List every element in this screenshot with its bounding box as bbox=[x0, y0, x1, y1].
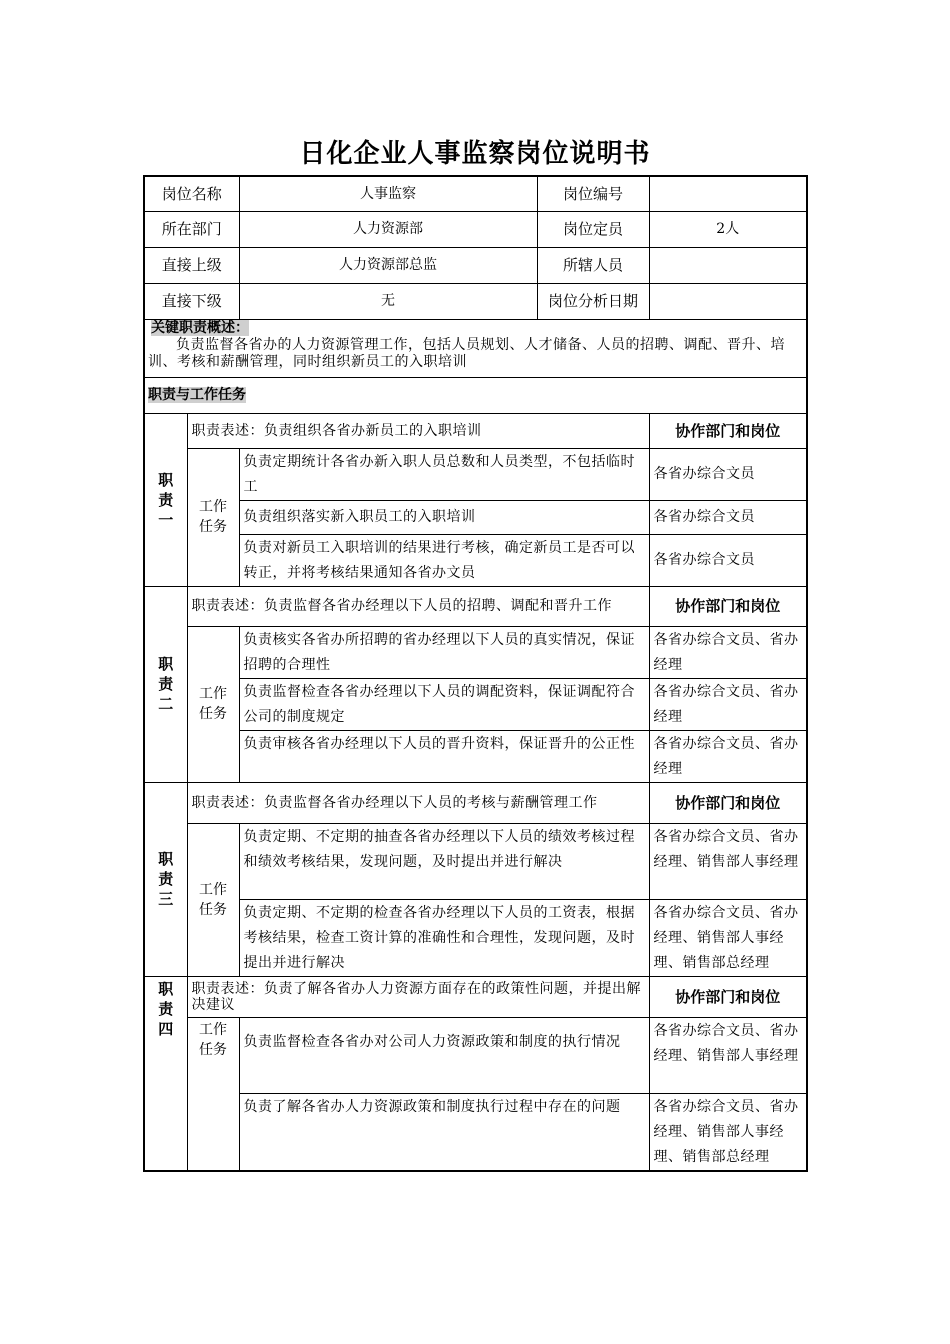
duty-3-dept-1: 各省办综合文员、省办经理、销售部人事经理 bbox=[649, 823, 807, 899]
duty-4-task-row bbox=[144, 1017, 807, 1093]
duty-1-work-label: 工作 任务 bbox=[187, 448, 239, 586]
duty-2-dept-1: 各省办综合文员、省办经理 bbox=[649, 626, 807, 678]
duty-2-work-label: 工作 任务 bbox=[187, 626, 239, 782]
duty-4-coop-header: 协作部门和岗位 bbox=[649, 976, 807, 1017]
duty-3-dept-2: 各省办综合文员、省办经理、销售部人事经理、销售部总经理 bbox=[649, 899, 807, 976]
duty-4-task-2: 负责了解各省办人力资源政策和制度执行过程中存在的问题 bbox=[239, 1093, 649, 1171]
duty-4-dept-2: 各省办综合文员、省办经理、销售部人事经理、销售部总经理 bbox=[649, 1093, 807, 1171]
duty-4-name: 职 责 四 bbox=[144, 976, 187, 1171]
summary-cell bbox=[144, 319, 807, 377]
duty-1-task-2: 负责组织落实新入职员工的入职培训 bbox=[239, 500, 649, 534]
duty-4-task-row bbox=[144, 1093, 807, 1171]
duty-2-task-row bbox=[144, 626, 807, 678]
duty-2-task-2: 负责监督检查各省办经理以下人员的调配资料，保证调配符合公司的制度规定 bbox=[239, 678, 649, 730]
dept-value: 人力资源部 bbox=[239, 211, 537, 247]
direct-sub-value: 无 bbox=[239, 283, 537, 319]
duty-1-task-1: 负责定期统计各省办新入职人员总数和人员类型，不包括临时工 bbox=[239, 448, 649, 500]
headcount-value: 2人 bbox=[649, 211, 807, 247]
subordinates-label: 所辖人员 bbox=[537, 247, 649, 283]
analysis-date-label: 岗位分析日期 bbox=[537, 283, 649, 319]
duty-3-task-2: 负责定期、不定期的检查各省办经理以下人员的工资表，根据考核结果，检查工资计算的准确性和合理性，发现问题，及时提出并进行解决 bbox=[239, 899, 649, 976]
superior-label: 直接上级 bbox=[144, 247, 239, 283]
dept-label: 所在部门 bbox=[144, 211, 239, 247]
duty-3-task-row bbox=[144, 823, 807, 899]
section-heading: 职责与工作任务 bbox=[148, 387, 246, 403]
duty-2-task-row bbox=[144, 678, 807, 730]
section-heading-cell bbox=[144, 377, 807, 413]
post-no-label: 岗位编号 bbox=[537, 176, 649, 211]
job-description-table bbox=[143, 175, 808, 1172]
duty-1-task-row bbox=[144, 500, 807, 534]
duty-1-task-row bbox=[144, 448, 807, 500]
basic-row-2 bbox=[144, 211, 807, 247]
duty-3-description: 职责表述：负责监督各省办经理以下人员的考核与薪酬管理工作 bbox=[187, 782, 649, 823]
duty-2-task-row bbox=[144, 730, 807, 782]
duty-2-name: 职 责 二 bbox=[144, 586, 187, 782]
duty-1-header-row bbox=[144, 413, 807, 448]
subordinates-value bbox=[649, 247, 807, 283]
summary-heading: 关键职责概述： bbox=[151, 319, 249, 336]
superior-value: 人力资源部总监 bbox=[239, 247, 537, 283]
duty-3-task-1: 负责定期、不定期的抽查各省办经理以下人员的绩效考核过程和绩效考核结果，发现问题，及时提出并进行解决 bbox=[239, 823, 649, 899]
duty-3-coop-header: 协作部门和岗位 bbox=[649, 782, 807, 823]
post-name-label: 岗位名称 bbox=[144, 176, 239, 211]
duty-2-header-row bbox=[144, 586, 807, 626]
post-name-value: 人事监察 bbox=[239, 176, 537, 211]
duty-1-dept-3: 各省办综合文员 bbox=[649, 534, 807, 586]
headcount-label: 岗位定员 bbox=[537, 211, 649, 247]
duty-3-header-row bbox=[144, 782, 807, 823]
duty-2-dept-2: 各省办综合文员、省办经理 bbox=[649, 678, 807, 730]
duty-3-name: 职 责 三 bbox=[144, 782, 187, 976]
direct-sub-label: 直接下级 bbox=[144, 283, 239, 319]
duty-2-coop-header: 协作部门和岗位 bbox=[649, 586, 807, 626]
post-no-value bbox=[649, 176, 807, 211]
basic-row-3 bbox=[144, 247, 807, 283]
duty-4-work-label: 工作 任务 bbox=[187, 1017, 239, 1171]
section-heading-row bbox=[144, 377, 807, 413]
summary-row bbox=[144, 319, 807, 377]
duty-2-dept-3: 各省办综合文员、省办经理 bbox=[649, 730, 807, 782]
duty-4-header-row bbox=[144, 976, 807, 1017]
duty-1-coop-header: 协作部门和岗位 bbox=[649, 413, 807, 448]
duty-1-name: 职 责 一 bbox=[144, 413, 187, 586]
basic-row-4 bbox=[144, 283, 807, 319]
duty-4-dept-1: 各省办综合文员、省办经理、销售部人事经理 bbox=[649, 1017, 807, 1093]
duty-1-description: 职责表述：负责组织各省办新员工的入职培训 bbox=[187, 413, 649, 448]
duty-1-dept-1: 各省办综合文员 bbox=[649, 448, 807, 500]
duty-1-task-3: 负责对新员工入职培训的结果进行考核，确定新员工是否可以转正，并将考核结果通知各省办文员 bbox=[239, 534, 649, 586]
duty-3-task-row bbox=[144, 899, 807, 976]
duty-1-dept-2: 各省办综合文员 bbox=[649, 500, 807, 534]
duty-2-task-3: 负责审核各省办经理以下人员的晋升资料，保证晋升的公正性 bbox=[239, 730, 649, 782]
duty-2-description: 职责表述：负责监督各省办经理以下人员的招聘、调配和晋升工作 bbox=[187, 586, 649, 626]
duty-3-work-label: 工作 任务 bbox=[187, 823, 239, 976]
duty-2-task-1: 负责核实各省办所招聘的省办经理以下人员的真实情况，保证招聘的合理性 bbox=[239, 626, 649, 678]
analysis-date-value bbox=[649, 283, 807, 319]
summary-text: 负责监督各省办的人力资源管理工作，包括人员规划、人才储备、人员的招聘、调配、晋升、培训、考核和薪酬管理，同时组织新员工的入职培训 bbox=[148, 336, 785, 370]
page-title: 日化企业人事监察岗位说明书 bbox=[299, 139, 651, 169]
duty-1-task-row bbox=[144, 534, 807, 586]
duty-4-task-1: 负责监督检查各省办对公司人力资源政策和制度的执行情况 bbox=[239, 1017, 649, 1093]
basic-row-1 bbox=[144, 176, 807, 211]
duty-4-description: 职责表述：负责了解各省办人力资源方面存在的政策性问题，并提出解决建议 bbox=[187, 976, 649, 1017]
